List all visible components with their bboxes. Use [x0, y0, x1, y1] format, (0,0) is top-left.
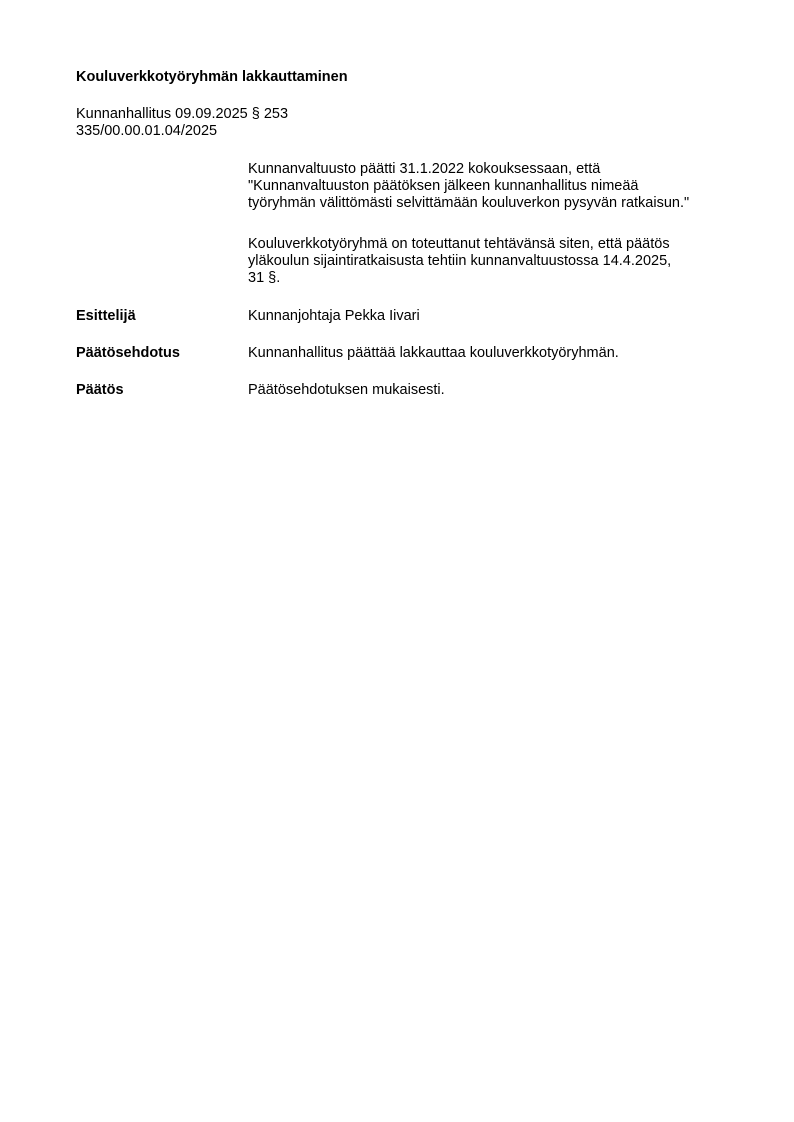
record-number: 335/00.00.01.04/2025	[76, 123, 218, 139]
row-label: Päätös	[76, 382, 124, 398]
row-value: Päätösehdotuksen mukaisesti.	[248, 382, 445, 398]
document-meta	[76, 106, 288, 140]
row-decision	[76, 382, 756, 399]
paragraph-line: työryhmän välittömästi selvittämään kouluverkon pysyvän ratkaisun."	[248, 195, 690, 211]
row-label: Päätösehdotus	[76, 345, 180, 361]
document-title: Kouluverkkotyöryhmän lakkauttaminen	[76, 69, 348, 85]
row-proposal	[76, 345, 756, 362]
paragraph-line: 31 §.	[248, 270, 281, 286]
paragraph-line: Kunnanvaltuusto päätti 31.1.2022 kokouksessaan, että	[248, 161, 601, 177]
row-label: Esittelijä	[76, 308, 136, 324]
paragraph-background	[248, 161, 748, 212]
row-value: Kunnanhallitus päättää lakkauttaa kouluverkkotyöryhmän.	[248, 345, 619, 361]
row-presenter	[76, 308, 756, 325]
meeting-reference: Kunnanhallitus 09.09.2025 § 253	[76, 106, 289, 122]
row-value: Kunnanjohtaja Pekka Iivari	[248, 308, 420, 324]
paragraph-line: yläkoulun sijaintiratkaisusta tehtiin kunnanvaltuustossa 14.4.2025,	[248, 253, 672, 269]
paragraph-line: "Kunnanvaltuuston päätöksen jälkeen kunnanhallitus nimeää	[248, 178, 639, 194]
paragraph-status	[248, 236, 748, 287]
paragraph-line: Kouluverkkotyöryhmä on toteuttanut tehtävänsä siten, että päätös	[248, 236, 670, 252]
